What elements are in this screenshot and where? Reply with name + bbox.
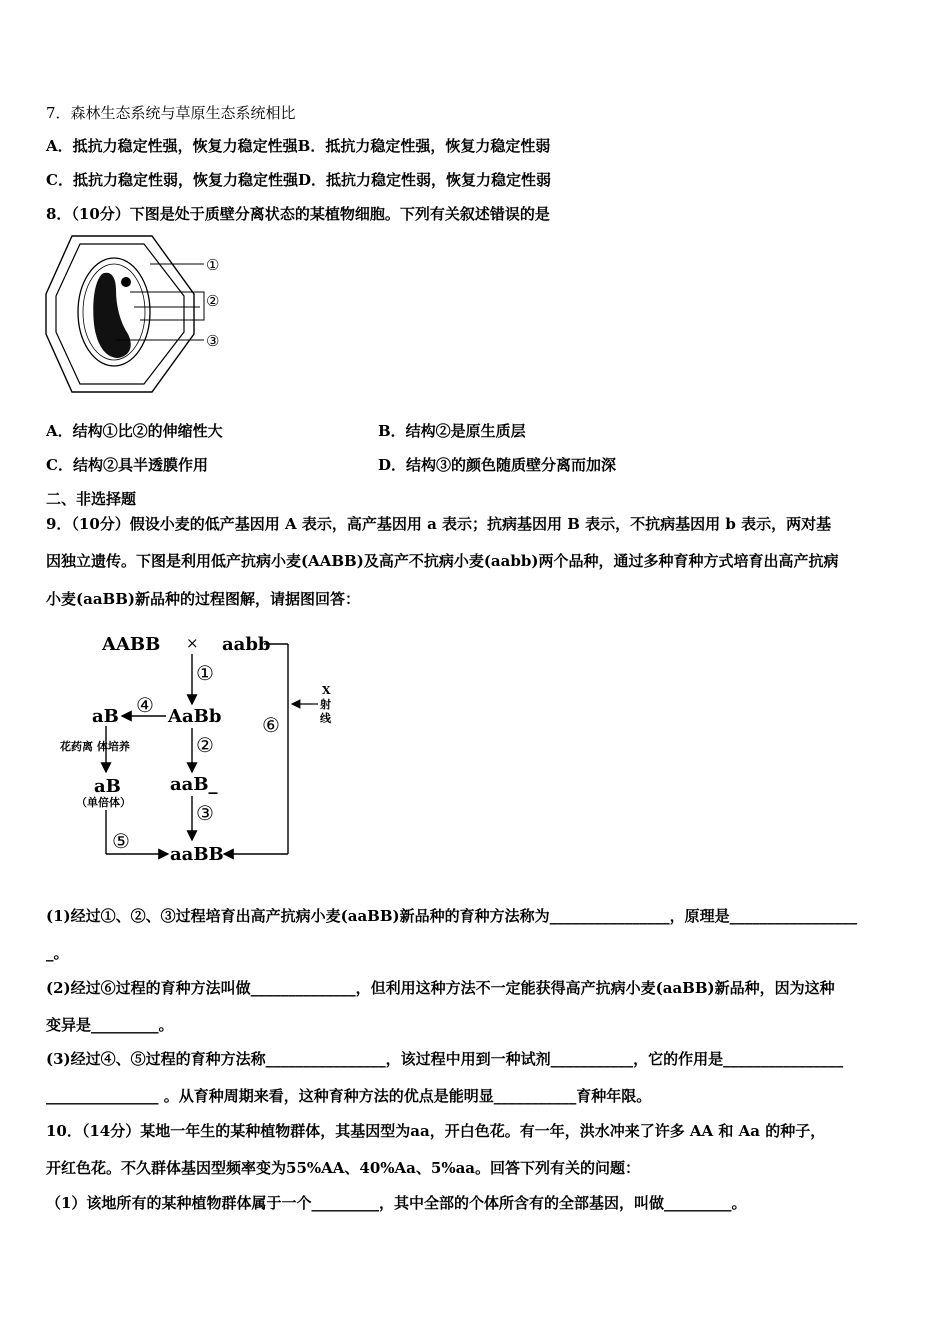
step-2: ② (196, 733, 214, 757)
f1-aabb: AaBb (168, 706, 222, 727)
cross-symbol: × (186, 634, 199, 652)
label-1: ① (206, 256, 220, 274)
q10-line-1: 10．（14分）某地一年生的某种植物群体，其基因型为aa，开白色花。有一年，洪水冲来了许多 AA 和 Aa 的种子， (46, 1122, 826, 1140)
xray-xian: 线 (320, 712, 331, 725)
cell-wall-outer (46, 236, 194, 392)
q7-option-b: B．抵抗力稳定性强，恢复力稳定性弱 (297, 137, 551, 155)
step-1: ① (196, 661, 214, 685)
q9-sub2-line-2: 变异是_________。 (46, 1016, 174, 1034)
gamete-ab: aB (92, 706, 119, 727)
plant-cell-figure (44, 234, 244, 394)
q8-option-c: C．结构②具半透膜作用 (46, 456, 208, 474)
q10-sub1: （1）该地所有的某种植物群体属于一个_________，其中全部的个体所含有的全部基因，叫做_________。 (46, 1194, 747, 1212)
q7-option-d: D．抵抗力稳定性弱，恢复力稳定性弱 (297, 171, 551, 189)
target-aabb: aaBB (170, 844, 224, 865)
breeding-diagram (56, 628, 356, 868)
q9-sub3-line-1: (3)经过④、⑤过程的育种方法称________________，该过程中用到一种试剂___________，它的作用是________________ (46, 1050, 844, 1068)
parent-aabb-high: aabb (222, 634, 271, 655)
q9-sub2-line-1: (2)经过⑥过程的育种方法叫做______________，但利用这种方法不一定能获得高产抗病小麦(aaBB)新品种，因为这种 (46, 979, 835, 997)
step-3: ③ (196, 801, 214, 825)
q7-option-c: C．抵抗力稳定性弱，恢复力稳定性强 (46, 171, 298, 189)
haploid-note: （单倍体） (76, 796, 131, 809)
step-5: ⑤ (112, 829, 130, 853)
step-4: ④ (136, 693, 154, 717)
q9-line-1: 9．（10分）假设小麦的低产基因用 A 表示，高产基因用 a 表示；抗病基因用 B 表示，不抗病基因用 b 表示，两对基 (46, 515, 832, 533)
xray-x: X (322, 684, 331, 697)
label-2: ② (206, 292, 220, 310)
q9-sub1-line-1: (1)经过①、②、③过程培育出高产抗病小麦(aaBB)新品种的育种方法称为________________，原理是_________________ (46, 907, 858, 925)
xray-she: 射 (320, 698, 331, 711)
q7-options-ab (46, 136, 550, 156)
q9-line-2: 因独立遗传。下图是利用低产抗病小麦(AABB)及高产不抗病小麦(aabb)两个品种，通过多种育种方式培育出高产抗病 (46, 552, 839, 570)
q8-stem: 8．（10分）下图是处于质壁分离状态的某植物细胞。下列有关叙述错误的是 (46, 205, 550, 223)
q10-line-2: 开红色花。不久群体基因型频率变为55%AA、40%Aa、5%aa。回答下列有关的问题： (46, 1159, 641, 1177)
f2-aab: aaB_ (170, 774, 218, 795)
q8-option-d: D．结构③的颜色随质壁分离而加深 (378, 456, 617, 474)
q7-option-a: A．抵抗力稳定性强，恢复力稳定性强 (46, 137, 298, 155)
q8-option-b: B．结构②是原生质层 (378, 422, 526, 440)
step-6: ⑥ (262, 713, 280, 737)
nucleus (121, 277, 131, 287)
q7-stem: 7．森林生态系统与草原生态系统相比 (46, 104, 296, 122)
q8-option-a: A．结构①比②的伸缩性大 (46, 422, 223, 440)
q9-sub1-line-2: _。 (46, 944, 69, 962)
label-3: ③ (206, 332, 220, 350)
q9-line-3: 小麦(aaBB)新品种的过程图解，请据图回答： (46, 590, 360, 608)
q9-sub3-line-2: _______________ 。从育种周期来看，这种育种方法的优点是能明显___________育种年限。 (46, 1087, 652, 1105)
anther-culture-label: 花药离 体培养 (60, 740, 130, 753)
haploid-ab: aB (94, 776, 121, 797)
q7-options-cd (46, 170, 551, 190)
parent-aabb-low: AABB (102, 634, 161, 655)
section-heading: 二、非选择题 (46, 490, 137, 508)
